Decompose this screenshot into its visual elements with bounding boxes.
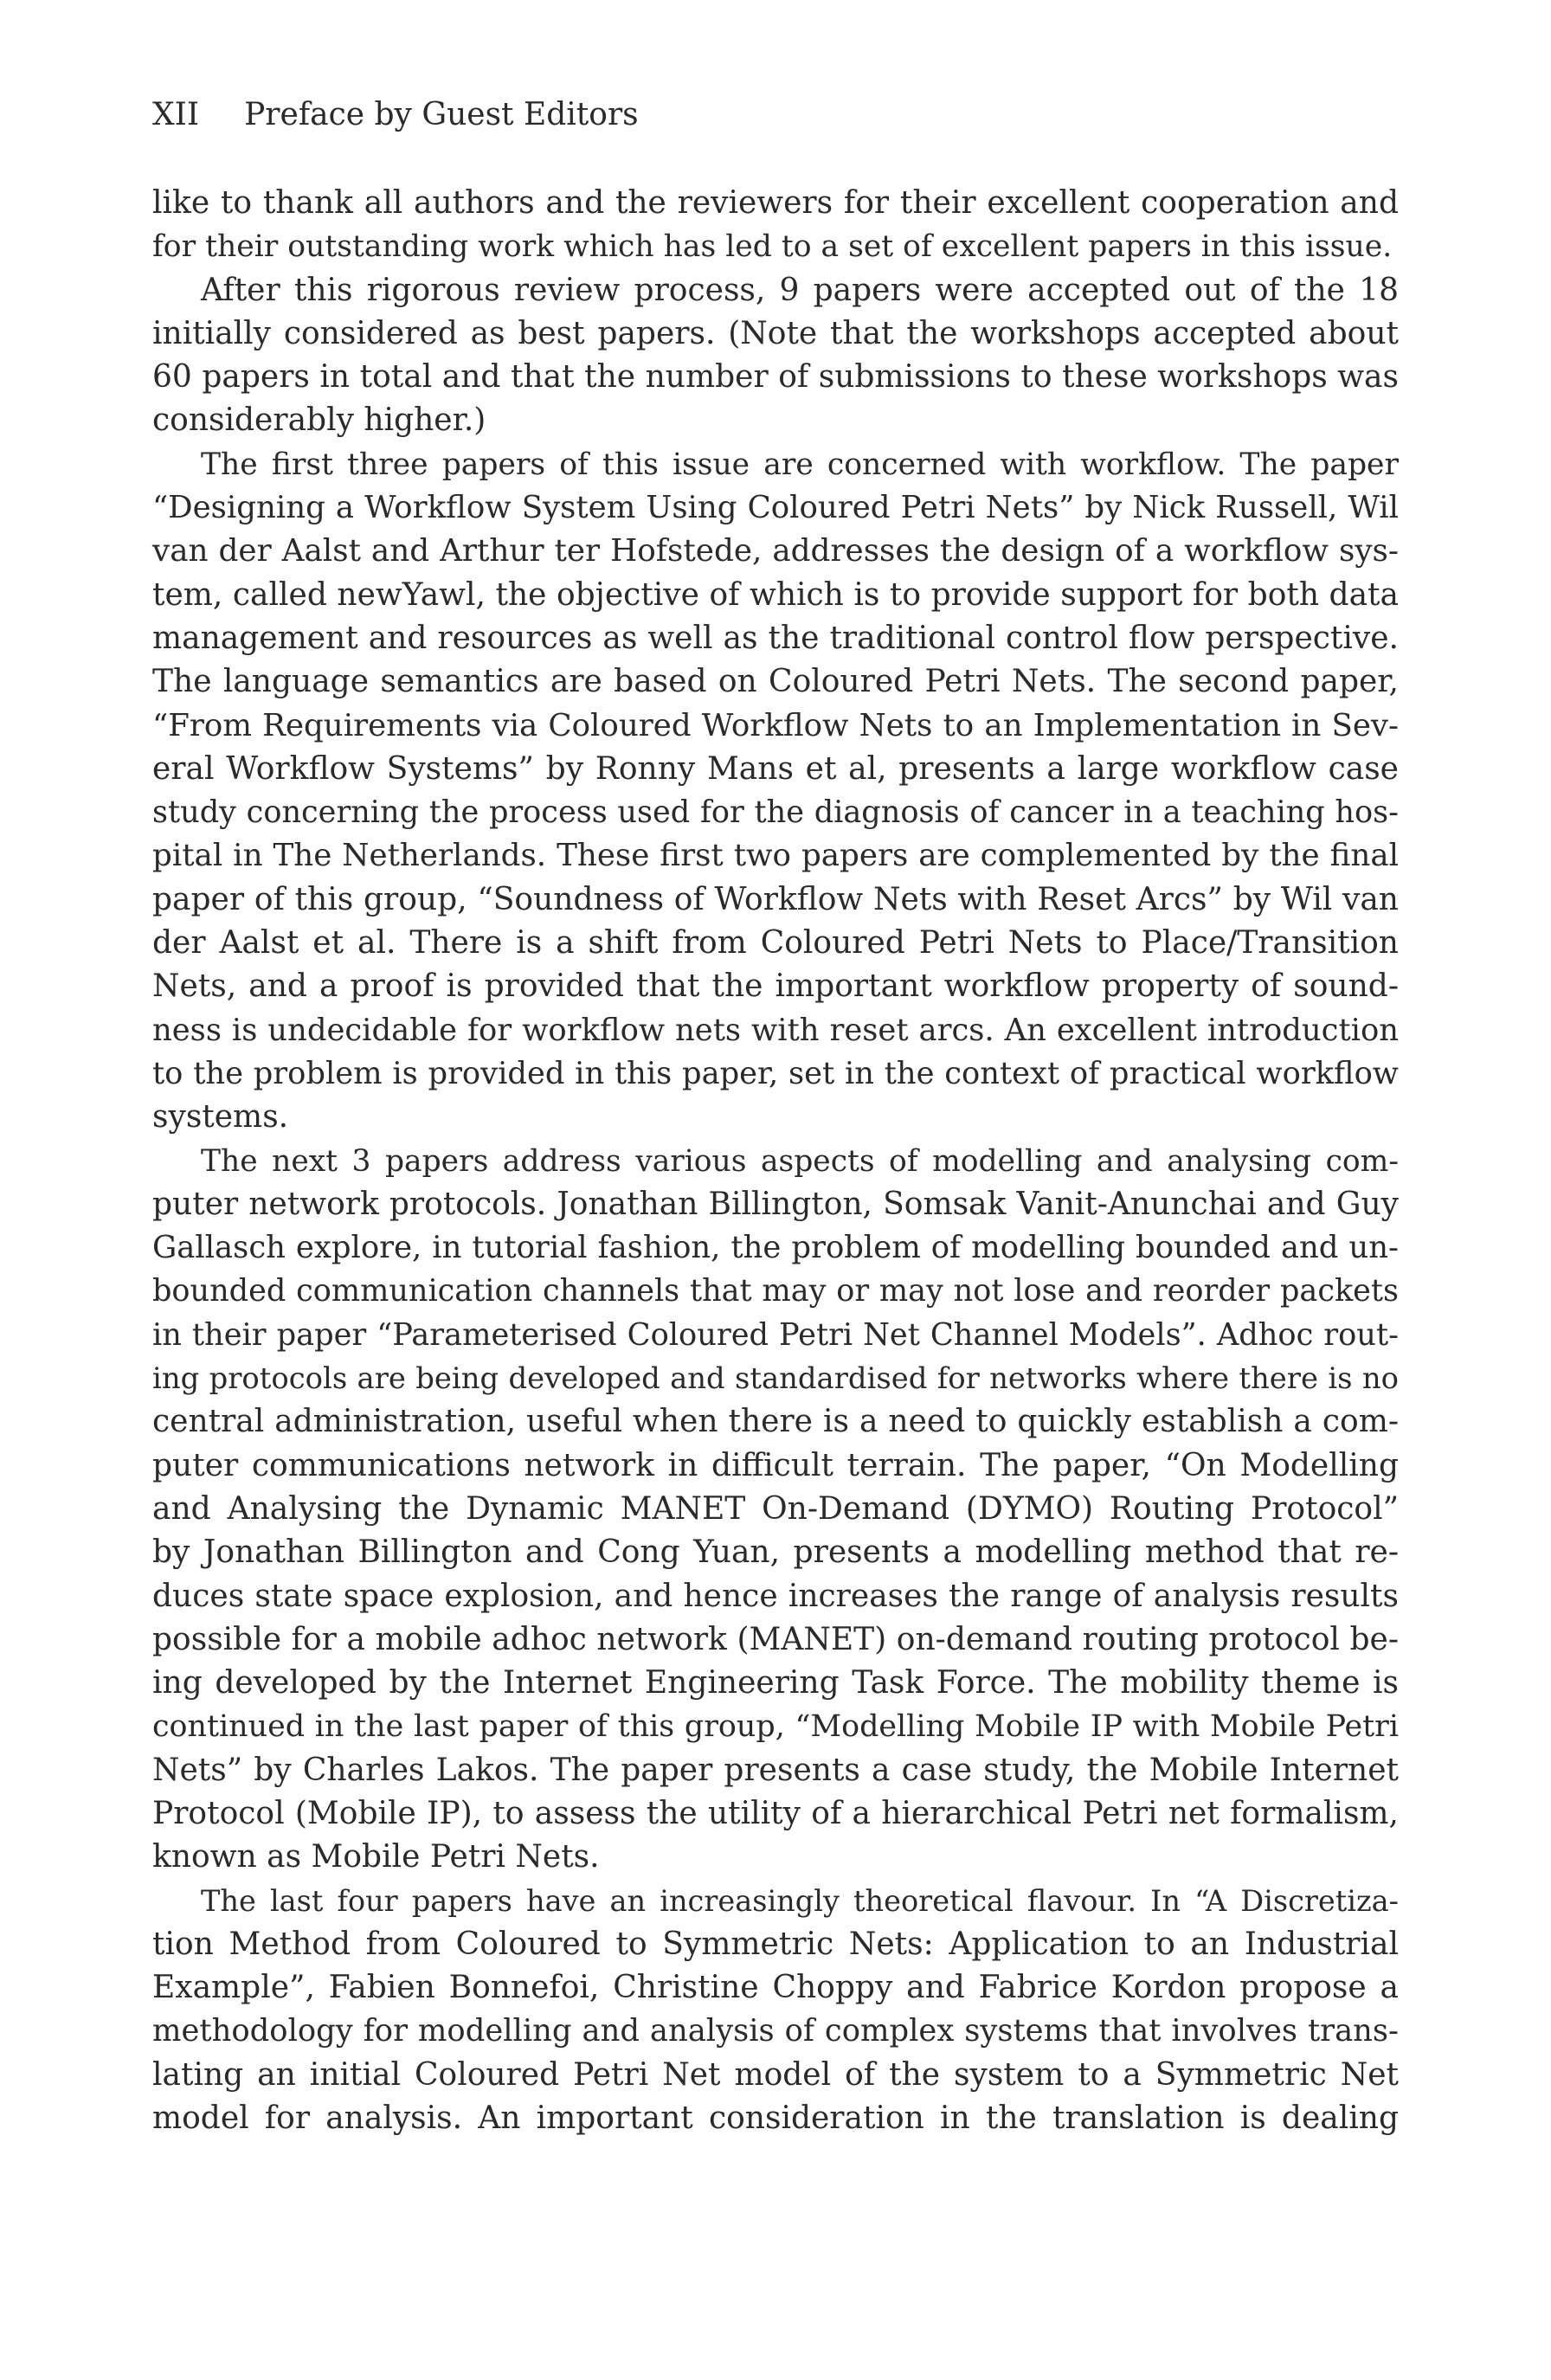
text-line: lating an initial Coloured Petri Net model of the system to a Symmetric Net xyxy=(152,2056,1399,2093)
text-line: “From Requirements via Coloured Workflow Nets to an Implementation in Sev- xyxy=(152,707,1399,743)
text-line: management and resources as well as the traditional control flow perspective. xyxy=(152,620,1399,656)
text-line: “Designing a Workflow System Using Coloured Petri Nets” by Nick Russell, Wil xyxy=(152,490,1399,526)
text-line: known as Mobile Petri Nets. xyxy=(152,1839,600,1875)
text-line: by Jonathan Billington and Cong Yuan, presents a modelling method that re- xyxy=(152,1534,1399,1571)
text-line: to the problem is provided in this paper, set in the context of practical workflow xyxy=(152,1055,1399,1091)
text-line: initially considered as best papers. (Note that the workshops accepted about xyxy=(152,315,1399,351)
text-line: possible for a mobile adhoc network (MANET) on-demand routing protocol be- xyxy=(152,1621,1399,1657)
text-line: Example”, Fabien Bonnefoi, Christine Choppy and Fabrice Kordon propose a xyxy=(152,1970,1399,2006)
text-line: tion Method from Coloured to Symmetric Nets: Application to an Industrial xyxy=(152,1926,1399,1962)
text-line: bounded communication channels that may or may not lose and reorder packets xyxy=(152,1273,1399,1309)
text-line: van der Aalst and Arthur ter Hofstede, addresses the design of a workflow sys- xyxy=(152,533,1399,569)
text-line: The first three papers of this issue are concerned with workflow. The paper xyxy=(201,447,1399,482)
text-line: Protocol (Mobile IP), to assess the utility of a hierarchical Petri net formalism, xyxy=(152,1795,1399,1831)
text-line: After this rigorous review process, 9 papers were accepted out of the 18 xyxy=(201,272,1399,308)
text-line: The language semantics are based on Coloured Petri Nets. The second paper, xyxy=(152,664,1399,700)
text-line: Gallasch explore, in tutorial fashion, the problem of modelling bounded and un- xyxy=(152,1230,1399,1266)
text-line: ing protocols are being developed and standardised for networks where there is no xyxy=(152,1361,1399,1396)
text-line: pital in The Netherlands. These first two papers are complemented by the final xyxy=(152,838,1399,874)
text-line: ness is undecidable for workflow nets with reset arcs. An excellent introduction xyxy=(152,1012,1399,1048)
text-line: and Analysing the Dynamic MANET On-Demand (DYMO) Routing Protocol” xyxy=(152,1490,1399,1527)
text-line: puter network protocols. Jonathan Billington, Somsak Vanit-Anunchai and Guy xyxy=(152,1186,1399,1222)
text-line: considerably higher.) xyxy=(152,402,486,439)
text-line: like to thank all authors and the reviewers for their excellent cooperation and xyxy=(152,185,1399,221)
text-line: der Aalst et al. There is a shift from Coloured Petri Nets to Place/Transition xyxy=(152,925,1399,962)
page-body xyxy=(152,182,1399,2140)
text-line: in their paper “Parameterised Coloured Petri Net Channel Models”. Adhoc rout- xyxy=(152,1316,1399,1353)
page-header xyxy=(152,93,639,137)
text-line: duces state space explosion, and hence increases the range of analysis results xyxy=(152,1578,1399,1614)
text-line: paper of this group, “Soundness of Workflow Nets with Reset Arcs” by Wil van xyxy=(152,881,1399,917)
text-line: Nets” by Charles Lakos. The paper presents a case study, the Mobile Internet xyxy=(152,1752,1399,1788)
paragraph xyxy=(152,443,1399,1140)
text-line: 60 papers in total and that the number of submissions to these workshops was xyxy=(152,359,1399,396)
text-line: for their outstanding work which has led to a set of excellent papers in this issue. xyxy=(152,229,1393,265)
running-title: Preface by Guest Editors xyxy=(244,97,639,132)
text-line: methodology for modelling and analysis of complex systems that involves trans- xyxy=(152,2013,1399,2049)
text-line: eral Workflow Systems” by Ronny Mans et al, presents a large workflow case xyxy=(152,750,1399,787)
page-number: XII xyxy=(152,97,200,132)
text-line: systems. xyxy=(152,1099,289,1135)
text-line: model for analysis. An important consideration in the translation is dealing xyxy=(152,2100,1399,2137)
text-line: Nets, and a proof is provided that the important workflow property of sound- xyxy=(152,968,1399,1005)
paragraph xyxy=(152,269,1399,443)
text-line: The next 3 papers address various aspects of modelling and analysing com- xyxy=(201,1143,1399,1179)
text-line: ing developed by the Internet Engineering Task Force. The mobility theme is xyxy=(152,1665,1399,1701)
text-line: study concerning the process used for the diagnosis of cancer in a teaching hos- xyxy=(152,794,1399,831)
text-line: The last four papers have an increasingly theoretical flavour. In “A Discretiza- xyxy=(201,1883,1399,1918)
paragraph xyxy=(152,1140,1399,1880)
paragraph xyxy=(152,1880,1399,2141)
paragraph xyxy=(152,182,1399,269)
text-line: tem, called newYawl, the objective of which is to provide support for both data xyxy=(152,576,1399,613)
text-line: central administration, useful when there is a need to quickly establish a com- xyxy=(152,1404,1399,1440)
text-line: continued in the last paper of this group, “Modelling Mobile IP with Mobile Petri xyxy=(152,1709,1399,1745)
text-line: puter communications network in difficult terrain. The paper, “On Modelling xyxy=(152,1447,1399,1483)
